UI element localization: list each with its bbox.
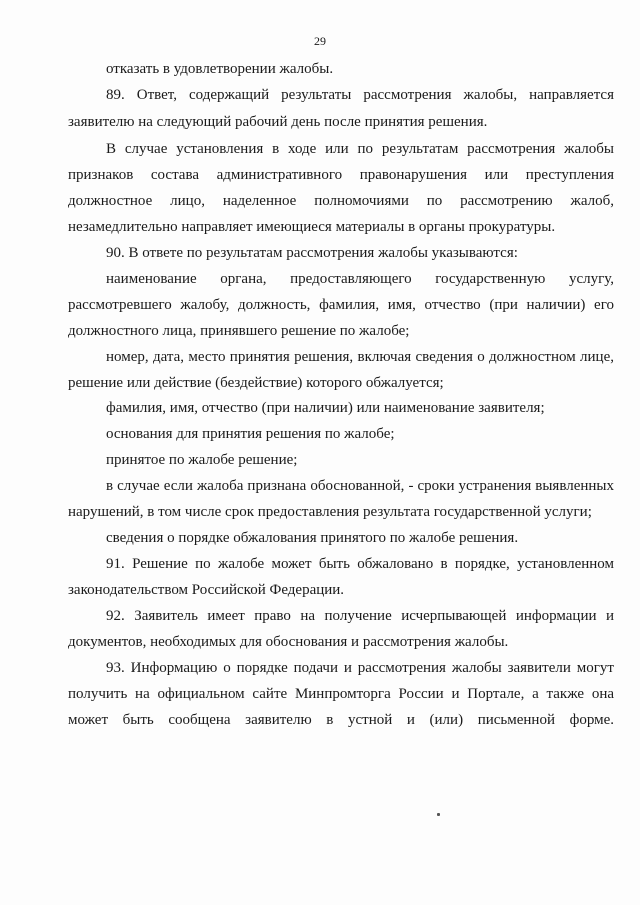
- text-line: 89. Ответ, содержащий результаты рассмотрения жалобы, направляется: [106, 87, 614, 103]
- text-line: принятое по жалобе решение;: [106, 452, 298, 468]
- text-line: основания для принятия решения по жалобе;: [106, 426, 395, 442]
- text-line: незамедлительно направляет имеющиеся материалы в органы прокуратуры.: [68, 219, 556, 235]
- text-line: может быть сообщена заявителю в устной и (или) письменной форме.: [68, 712, 614, 728]
- text-line: В случае установления в ходе или по результатам рассмотрения жалобы: [106, 141, 614, 157]
- text-line: получить на официальном сайте Минпромторга России и Портале, а также она: [68, 686, 614, 702]
- scan-speck: [437, 813, 440, 816]
- text-line: 93. Информацию о порядке подачи и рассмотрения жалобы заявители могут: [106, 660, 614, 676]
- text-line: должностного лица, принявшего решение по жалобе;: [68, 323, 410, 339]
- text-line: наименование органа, предоставляющего государственную услугу,: [106, 271, 614, 287]
- text-line: фамилия, имя, отчество (при наличии) или наименование заявителя;: [106, 400, 545, 416]
- text-line: 90. В ответе по результатам рассмотрения жалобы указываются:: [106, 245, 518, 261]
- text-line: 92. Заявитель имеет право на получение исчерпывающей информации и: [106, 608, 614, 624]
- text-line: заявителю на следующий рабочий день после принятия решения.: [68, 114, 488, 130]
- page-number: 29: [314, 34, 326, 48]
- text-line: нарушений, в том числе срок предоставления результата государственной услуги;: [68, 504, 592, 520]
- text-line: 91. Решение по жалобе может быть обжаловано в порядке, установленном: [106, 556, 614, 572]
- text-line: законодательством Российской Федерации.: [68, 582, 345, 598]
- text-line: сведения о порядке обжалования принятого по жалобе решения.: [106, 530, 519, 546]
- text-line: документов, необходимых для обоснования и рассмотрения жалобы.: [68, 634, 509, 650]
- text-line: номер, дата, место принятия решения, включая сведения о должностном лице,: [106, 349, 614, 365]
- text-line: должностное лицо, наделенное полномочиями по рассмотрению жалоб,: [68, 193, 614, 209]
- text-line: в случае если жалоба признана обоснованной, - сроки устранения выявленных: [106, 478, 614, 494]
- text-line: рассмотревшего жалобу, должность, фамилия, имя, отчество (при наличии) его: [68, 297, 614, 313]
- text-line: признаков состава административного правонарушения или преступления: [68, 167, 614, 183]
- text-line: решение или действие (бездействие) которого обжалуется;: [68, 375, 444, 391]
- text-line: отказать в удовлетворении жалобы.: [106, 61, 334, 77]
